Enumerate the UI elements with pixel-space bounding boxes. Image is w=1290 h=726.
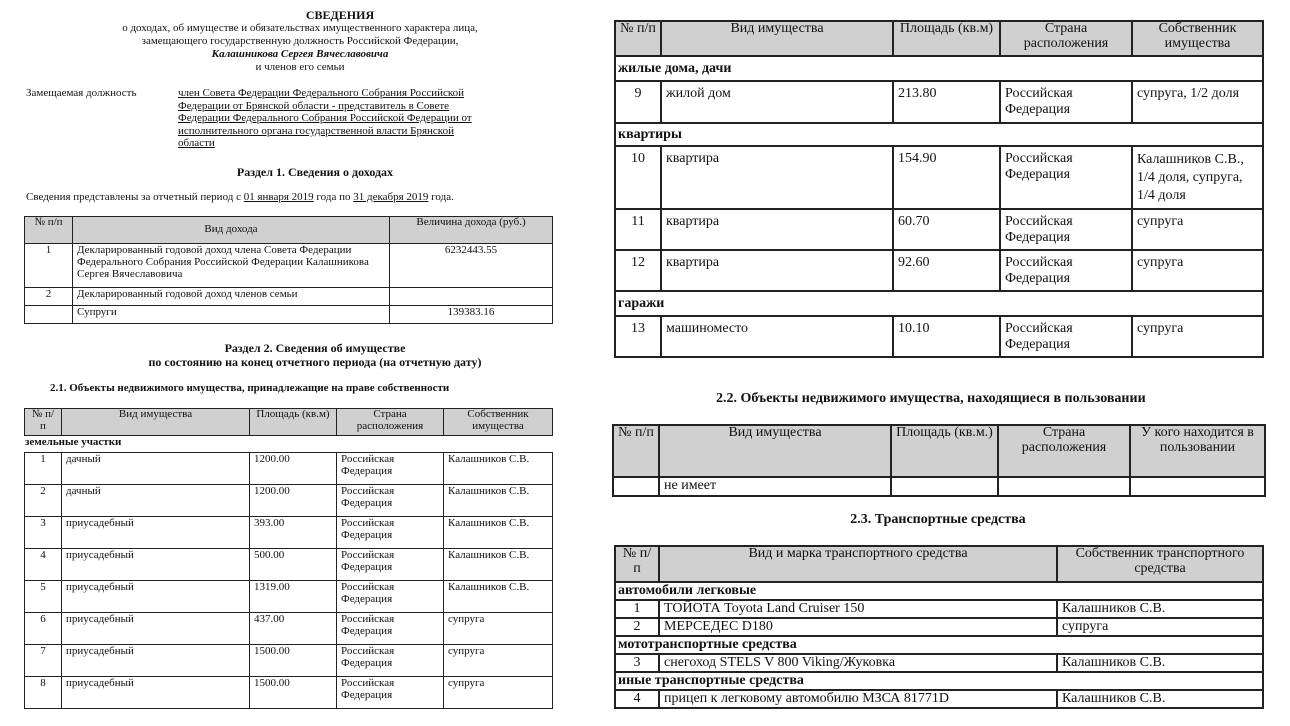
cell-n: 8 — [25, 677, 62, 709]
period-to: 31 декабря 2019 — [353, 191, 429, 203]
table-row — [25, 306, 553, 324]
col-header: № п/п — [25, 409, 62, 436]
cell-owner: супруга — [444, 645, 553, 677]
table-row — [25, 517, 553, 549]
group-row — [615, 672, 1263, 690]
cell-area: 213.80 — [893, 81, 1000, 123]
doc-subtitle-2: замещающего государственную должность Российской Федерации, — [141, 35, 459, 47]
cell-n — [613, 477, 659, 496]
position-line: Федерации Федерального Собрания Российской Федерации от — [178, 112, 472, 125]
cell-country: Российская Федерация — [337, 613, 444, 645]
col-header: Площадь (кв.м.) — [891, 425, 998, 477]
table-row — [615, 250, 1263, 291]
cell-kind: квартира — [661, 209, 893, 250]
cell-owner: супруга — [1132, 209, 1263, 250]
cell-owner: супруга — [444, 677, 553, 709]
cell-n: 7 — [25, 645, 62, 677]
cell-n: 9 — [615, 81, 661, 123]
position-line: области — [178, 137, 215, 150]
table-row — [25, 453, 553, 485]
table-row — [615, 146, 1263, 209]
table-row — [25, 549, 553, 581]
section22-title: 2.2. Объекты недвижимого имущества, находящиеся в пользовании — [716, 391, 1146, 406]
land-header-row — [25, 409, 553, 436]
cell-n: 13 — [615, 316, 661, 357]
income-table — [24, 216, 553, 324]
cell-kind: приусадебный — [62, 517, 250, 549]
group-row — [615, 56, 1263, 81]
table-row — [615, 654, 1263, 672]
cell-n: 2 — [615, 618, 659, 636]
cell-country: Российская Федерация — [337, 517, 444, 549]
position-line: Федерации от Брянской области - представитель в Совете — [178, 99, 450, 112]
cell-n: 6 — [25, 613, 62, 645]
in-use-table — [612, 424, 1266, 497]
cell-n: 4 — [615, 690, 659, 708]
cell-n: 1 — [25, 244, 73, 288]
cell-amount: 139383.16 — [390, 306, 553, 324]
cell-area: 1200.00 — [250, 453, 337, 485]
cell-area: 1200.00 — [250, 485, 337, 517]
period-from: 01 января 2019 — [243, 191, 314, 203]
group-row — [615, 123, 1263, 146]
cell-none: не имеет — [659, 477, 891, 496]
cell-n: 3 — [25, 517, 62, 549]
col-header: Вид дохода — [73, 217, 390, 244]
col-header: № п/п — [25, 217, 73, 244]
col-header: Собственник транспортного средства — [1057, 546, 1263, 582]
cell-country: Российская Федерация — [337, 485, 444, 517]
table-row — [615, 316, 1263, 357]
cell-n: 11 — [615, 209, 661, 250]
cell-kind: приусадебный — [62, 645, 250, 677]
table-row — [615, 209, 1263, 250]
doc-subtitle-1: о доходах, об имуществе и обязательствах имущественного характера лица, — [122, 22, 478, 34]
group-houses-label: жилые дома, дачи — [615, 56, 1263, 81]
col-header: № п/п — [615, 546, 659, 582]
income-header-row — [25, 217, 553, 244]
cell-country: Российская Федерация — [1000, 209, 1132, 250]
cell-country: Российская Федерация — [1000, 250, 1132, 291]
cell-owner: Калашников С.В. — [444, 517, 553, 549]
cell-n: 3 — [615, 654, 659, 672]
group-other-label: иные транспортные средства — [615, 672, 1263, 690]
cell-kind: квартира — [661, 146, 893, 209]
table-row — [615, 690, 1263, 708]
cell-area — [891, 477, 998, 496]
cell-kind: Декларированный годовой доход членов семьи — [73, 288, 390, 306]
cell-owner: супруга — [1057, 618, 1263, 636]
group-moto-label: мототранспортные средства — [615, 636, 1263, 654]
cell-country: Российская Федерация — [337, 677, 444, 709]
cell-country: Российская Федерация — [1000, 81, 1132, 123]
cell-kind: дачный — [62, 485, 250, 517]
group-cars-label: автомобили легковые — [615, 582, 1263, 600]
cell-area: 393.00 — [250, 517, 337, 549]
cell-n: 1 — [25, 453, 62, 485]
cell-country: Российская Федерация — [337, 581, 444, 613]
col-header: Вид имущества — [661, 21, 893, 56]
cell-area: 10.10 — [893, 316, 1000, 357]
doc-person-name: Калашникова Сергея Вячеславовича — [211, 48, 389, 60]
col-header: Вид и марка транспортного средства — [659, 546, 1057, 582]
position-label: Замещаемая должность — [26, 87, 137, 99]
cell-country: Российская Федерация — [1000, 316, 1132, 357]
table-row — [25, 677, 553, 709]
section2-title: Раздел 2. Сведения об имуществе — [224, 341, 406, 355]
cell-country: Российская Федерация — [337, 645, 444, 677]
group-row — [615, 636, 1263, 654]
cell-kind: машиноместо — [661, 316, 893, 357]
table-row — [25, 244, 553, 288]
cell-country: Российская Федерация — [1000, 146, 1132, 209]
position-line: исполнительного органа государственной власти Брянской — [178, 124, 454, 137]
cell-country: Российская Федерация — [337, 549, 444, 581]
land-table — [24, 408, 553, 709]
cell-kind: приусадебный — [62, 613, 250, 645]
cell-owner: Калашников С.В. — [444, 549, 553, 581]
group-row — [25, 436, 553, 453]
cell-amount — [390, 288, 553, 306]
col-header: Собственник имущества — [444, 409, 553, 436]
cell-area: 1500.00 — [250, 645, 337, 677]
cell-owner: супруга — [444, 613, 553, 645]
section21-title: 2.1. Объекты недвижимого имущества, принадлежащие на праве собственности — [50, 382, 450, 394]
cell-owner: супруга — [1132, 316, 1263, 357]
cell-kind: снегоход STELS V 800 Viking/Жуковка — [659, 654, 1057, 672]
cell-owner: Калашников С.В. — [1057, 690, 1263, 708]
cell-kind: приусадебный — [62, 549, 250, 581]
cell-owner: Калашников С.В. — [1057, 654, 1263, 672]
cell-n — [25, 306, 73, 324]
in-use-header-row — [613, 425, 1265, 477]
table-row — [25, 288, 553, 306]
period-mid: года по — [313, 191, 354, 203]
col-header: № п/п — [613, 425, 659, 477]
cell-kind: МЕРСЕДЕС D180 — [659, 618, 1057, 636]
col-header: Страна расположения — [1000, 21, 1132, 56]
cell-owner: супруга, 1/2 доля — [1132, 81, 1263, 123]
col-header: Вид имущества — [62, 409, 250, 436]
cell-owner: Калашников С.В. — [444, 581, 553, 613]
cell-kind: приусадебный — [62, 581, 250, 613]
table-row — [615, 600, 1263, 618]
doc-title: СВЕДЕНИЯ — [305, 8, 375, 22]
cell-n: 2 — [25, 288, 73, 306]
table-row — [25, 581, 553, 613]
group-flats-label: квартиры — [615, 123, 1263, 146]
col-header: Величина дохода (руб.) — [390, 217, 553, 244]
cell-owner: Калашников С.В. — [1057, 600, 1263, 618]
section1-title: Раздел 1. Сведения о доходах — [236, 165, 394, 179]
col-header: Страна расположения — [998, 425, 1130, 477]
cell-owner: Калашников С.В., 1/4 доля, супруга, 1/4 доля — [1132, 146, 1263, 209]
col-header: № п/п — [615, 21, 661, 56]
cell-kind: жилой дом — [661, 81, 893, 123]
group-row — [615, 291, 1263, 316]
cell-country — [998, 477, 1130, 496]
section23-title: 2.3. Транспортные средства — [850, 512, 1026, 527]
table-row — [615, 618, 1263, 636]
table-row — [25, 613, 553, 645]
cell-area: 92.60 — [893, 250, 1000, 291]
cell-kind: приусадебный — [62, 677, 250, 709]
cell-owner: Калашников С.В. — [444, 485, 553, 517]
table-row — [613, 477, 1265, 496]
group-land-label: земельные участки — [25, 436, 553, 453]
group-row — [615, 582, 1263, 600]
cell-n: 4 — [25, 549, 62, 581]
period-suffix: года. — [428, 191, 454, 203]
cell-amount: 6232443.55 — [390, 244, 553, 288]
cell-country: Российская Федерация — [337, 453, 444, 485]
cell-kind: дачный — [62, 453, 250, 485]
position-text — [178, 87, 550, 150]
reporting-period — [26, 191, 454, 203]
table-row — [615, 81, 1263, 123]
cell-kind: Супруги — [73, 306, 390, 324]
cell-n: 10 — [615, 146, 661, 209]
cell-n: 5 — [25, 581, 62, 613]
col-header: Собственник имущества — [1132, 21, 1263, 56]
cell-owner: Калашников С.В. — [444, 453, 553, 485]
property-table-continued — [614, 20, 1264, 358]
cell-area: 1319.00 — [250, 581, 337, 613]
cell-kind: ТОЙОТА Toyota Land Cruiser 150 — [659, 600, 1057, 618]
col-header: Площадь (кв.м) — [250, 409, 337, 436]
cell-kind: прицеп к легковому автомобилю МЗСА 81771D — [659, 690, 1057, 708]
vehicles-table — [614, 545, 1264, 709]
doc-subtitle-4: и членов его семьи — [255, 61, 345, 73]
cell-n: 1 — [615, 600, 659, 618]
col-header: Вид имущества — [659, 425, 891, 477]
table-row — [25, 485, 553, 517]
period-prefix: Сведения представлены за отчетный период с — [26, 191, 244, 203]
cell-n: 2 — [25, 485, 62, 517]
col-header: У кого находится в пользовании — [1130, 425, 1265, 477]
cell-kind: квартира — [661, 250, 893, 291]
group-garages-label: гаражи — [615, 291, 1263, 316]
cell-area: 60.70 — [893, 209, 1000, 250]
cell-user — [1130, 477, 1265, 496]
cell-area: 500.00 — [250, 549, 337, 581]
col-header: Площадь (кв.м) — [893, 21, 1000, 56]
cell-owner: супруга — [1132, 250, 1263, 291]
cell-area: 437.00 — [250, 613, 337, 645]
cell-area: 154.90 — [893, 146, 1000, 209]
cell-area: 1500.00 — [250, 677, 337, 709]
col-header: Страна расположения — [337, 409, 444, 436]
table-row — [25, 645, 553, 677]
position-line: член Совета Федерации Федерального Собрания Российской — [178, 87, 465, 99]
cell-n: 12 — [615, 250, 661, 291]
vehicles-header-row — [615, 546, 1263, 582]
section2-subtitle: по состоянию на конец отчетного периода (на отчетную дату) — [148, 355, 482, 369]
property-header-row — [615, 21, 1263, 56]
cell-kind: Декларированный годовой доход члена Совета Федерации Федерального Собрания Российской Федерации Калашникова Сергея Вячеславовича — [73, 244, 390, 288]
